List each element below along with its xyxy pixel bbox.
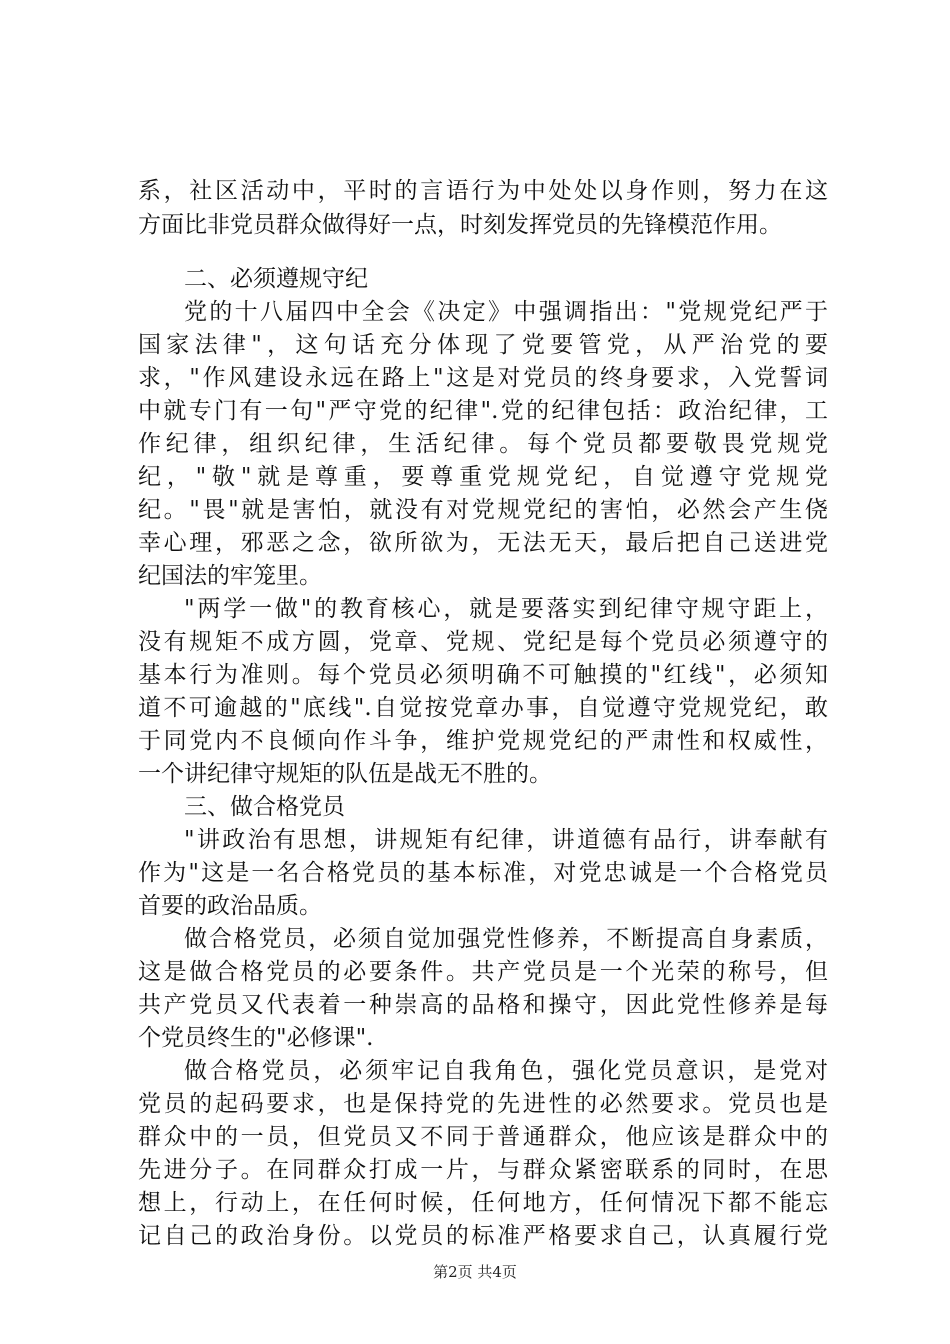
text-line: 没有规矩不成方圆，党章、党规、党纪是每个党员必须遵守的 bbox=[138, 629, 828, 655]
page-number-footer: 第2页 共4页 bbox=[433, 1263, 517, 1281]
text-line: 方面比非党员群众做得好一点，时刻发挥党员的先锋模范作用。 bbox=[138, 212, 782, 238]
text-line: 党的十八届四中全会《决定》中强调指出："党规党纪严于 bbox=[184, 299, 828, 325]
text-line: "两学一做"的教育核心，就是要落实到纪律守规守距上， bbox=[184, 596, 828, 622]
text-line: 共产党员又代表着一种崇高的品格和操守，因此党性修养是每 bbox=[138, 992, 828, 1018]
text-line: 个党员终生的"必修课". bbox=[138, 1025, 374, 1051]
text-line: 纪国法的牢笼里。 bbox=[138, 563, 322, 589]
text-line: 做合格党员，必须牢记自我角色，强化党员意识，是党对 bbox=[184, 1058, 828, 1084]
text-line: 纪，"敬"就是尊重，要尊重党规党纪，自觉遵守党规党 bbox=[138, 464, 828, 490]
text-line: 基本行为准则。每个党员必须明确不可触摸的"红线"，必须知 bbox=[138, 662, 828, 688]
section-heading: 三、做合格党员 bbox=[184, 794, 345, 820]
text-line: 于同党内不良倾向作斗争，维护党规党纪的严肃性和权威性， bbox=[138, 728, 828, 754]
text-line: 求，"作风建设永远在路上"这是对党员的终身要求，入党誓词 bbox=[138, 365, 828, 391]
text-line: 系，社区活动中，平时的言语行为中处处以身作则，努力在这 bbox=[138, 178, 828, 204]
text-line: 中就专门有一句"严守党的纪律".党的纪律包括：政治纪律，工 bbox=[138, 398, 828, 424]
text-line: 首要的政治品质。 bbox=[138, 893, 322, 919]
text-line: 作纪律，组织纪律，生活纪律。每个党员都要敬畏党规党 bbox=[138, 431, 828, 457]
text-line: 先进分子。在同群众打成一片，与群众紧密联系的同时，在思 bbox=[138, 1157, 828, 1183]
text-line: "讲政治有思想，讲规矩有纪律，讲道德有品行，讲奉献有 bbox=[184, 827, 828, 853]
text-line: 道不可逾越的"底线".自觉按党章办事，自觉遵守党规党纪，敢 bbox=[138, 695, 828, 721]
text-line: 想上，行动上，在任何时候，任何地方，任何情况下都不能忘 bbox=[138, 1190, 828, 1216]
text-line: 记自己的政治身份。以党员的标准严格要求自己，认真履行党 bbox=[138, 1223, 828, 1249]
text-line: 国家法律"，这句话充分体现了党要管党，从严治党的要 bbox=[138, 332, 828, 358]
text-line: 纪。"畏"就是害怕，就没有对党规党纪的害怕，必然会产生侥 bbox=[138, 497, 828, 523]
text-line: 党员的起码要求，也是保持党的先进性的必然要求。党员也是 bbox=[138, 1091, 828, 1117]
text-line: 这是做合格党员的必要条件。共产党员是一个光荣的称号，但 bbox=[138, 959, 828, 985]
section-heading: 二、必须遵规守纪 bbox=[184, 266, 368, 292]
text-line: 群众中的一员，但党员又不同于普通群众，他应该是群众中的 bbox=[138, 1124, 828, 1150]
text-line: 作为"这是一名合格党员的基本标准，对党忠诚是一个合格党员 bbox=[138, 860, 828, 886]
text-line: 幸心理，邪恶之念，欲所欲为，无法无天，最后把自己送进党 bbox=[138, 530, 828, 556]
text-line: 做合格党员，必须自觉加强党性修养，不断提高自身素质， bbox=[184, 926, 828, 952]
text-line: 一个讲纪律守规矩的队伍是战无不胜的。 bbox=[138, 761, 552, 787]
